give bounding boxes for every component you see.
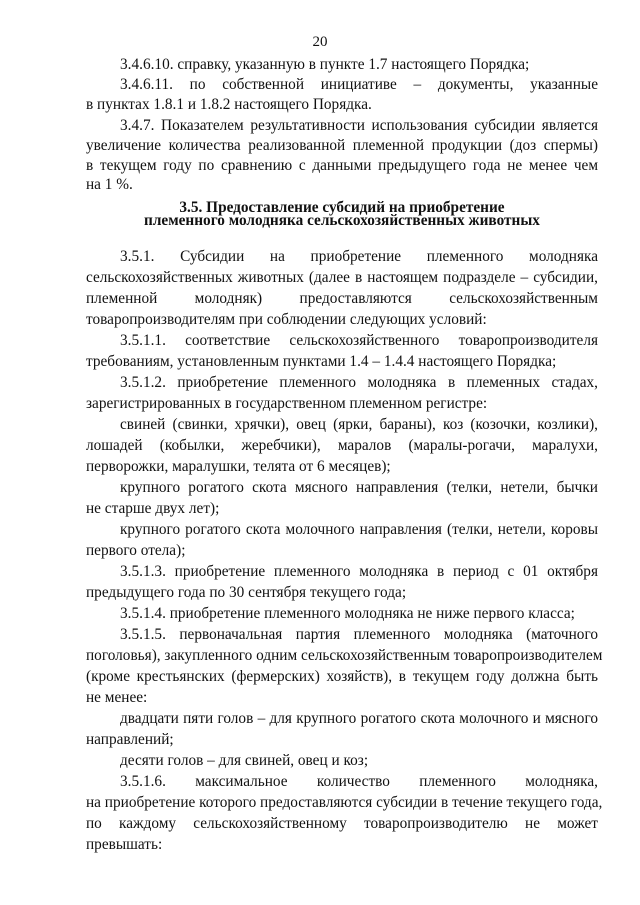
text-line: сельскохозяйственных животных (далее в настоящем подразделе – субсидии, — [86, 269, 598, 286]
text-line: товаропроизводителям при соблюдении следующих условий: — [86, 311, 487, 328]
text-line: 3.5.1.3. приобретение племенного молодняка в период с 01 октября — [120, 563, 598, 580]
text-line: не менее: — [86, 689, 148, 706]
text-line: требованиям, установленным пунктами 1.4 – 1.4.4 настоящего Порядка; — [86, 353, 557, 370]
text-line: 3.5.1. Субсидии на приобретение племенного молодняка — [120, 248, 598, 265]
text-line: зарегистрированных в государственном племенном регистре: — [86, 395, 488, 412]
text-line: двадцати пяти голов – для крупного рогатого скота молочного и мясного — [120, 710, 598, 727]
text-line: на приобретение которого предоставляются субсидии в течение текущего года, — [86, 794, 603, 811]
text-line: (кроме крестьянских (фермерских) хозяйств), в текущем году должна быть — [86, 668, 598, 685]
text-line: 3.5.1.1. соответствие сельскохозяйственного товаропроизводителя — [120, 332, 598, 349]
text-line: первого отела); — [86, 542, 186, 559]
text-line: в пунктах 1.8.1 и 1.8.2 настоящего Порядка. — [86, 96, 372, 113]
text-line: десяти голов – для свиней, овец и коз; — [120, 752, 369, 769]
text-line: на 1 %. — [86, 176, 133, 193]
text-line: племенной молодняк) предоставляются сельскохозяйственным — [86, 290, 598, 307]
text-line: лошадей (кобылки, жеребчики), маралов (маралы-рогачи, маралухи, — [86, 437, 598, 454]
page-number: 20 — [312, 34, 328, 50]
text-line: 3.5.1.5. первоначальная партия племенного молодняка (маточного — [120, 626, 598, 643]
text-line: 3.4.6.11. по собственной инициативе – документы, указанные — [120, 76, 598, 93]
text-line: предыдущего года по 30 сентября текущего года; — [86, 584, 407, 601]
text-line: 3.4.7. Показателем результативности использования субсидии является — [120, 117, 598, 134]
section-heading-line: 3.5. Предоставление субсидий на приобретение — [179, 199, 505, 216]
text-line: 3.5.1.2. приобретение племенного молодняка в племенных стадах, — [120, 374, 598, 391]
text-line: не старше двух лет); — [86, 500, 220, 517]
text-line: по каждому сельскохозяйственному товаропроизводителю не может — [86, 815, 598, 832]
text-line: свиней (свинки, хрячки), овец (ярки, бараны), коз (козочки, козлики), — [120, 416, 598, 433]
text-line: превышать: — [86, 836, 163, 853]
text-line: 3.4.6.10. справку, указанную в пункте 1.7 настоящего Порядка; — [120, 56, 530, 73]
text-line: увеличение количества реализованной племенной продукции (доз спермы) — [86, 137, 598, 154]
text-line: крупного рогатого скота молочного направления (телки, нетели, коровы — [120, 521, 598, 538]
text-line: перворожки, маралушки, телята от 6 месяцев); — [86, 458, 391, 475]
section-heading-line: племенного молодняка сельскохозяйственных животных — [144, 212, 540, 229]
text-line: крупного рогатого скота мясного направления (телки, нетели, бычки — [120, 479, 598, 496]
text-line: поголовья), закупленного одним сельскохозяйственным товаропроизводителем — [86, 647, 603, 664]
text-line: в текущем году по сравнению с данными предыдущего года не менее чем — [86, 157, 598, 174]
text-line: 3.5.1.4. приобретение племенного молодняка не ниже первого класса; — [120, 605, 575, 622]
text-line: направлений; — [86, 731, 174, 748]
text-line: 3.5.1.6. максимальное количество племенного молодняка, — [120, 773, 598, 790]
